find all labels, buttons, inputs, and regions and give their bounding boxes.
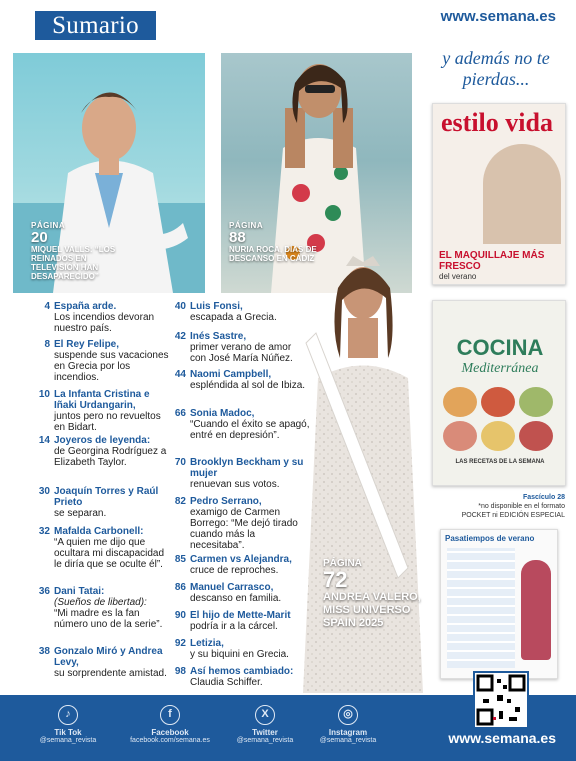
cover-sub: Mediterránea <box>461 361 539 376</box>
cover-pasatiempos[interactable] <box>440 529 558 679</box>
cover-logo: COCINA <box>456 335 544 360</box>
feature-caption: PÁGINA 72 ANDREA VALERO, MISS UNIVERSO SPAIN 2025 <box>323 558 421 629</box>
food-grid <box>443 387 557 451</box>
cover-photo <box>521 560 551 660</box>
cover-photo <box>483 144 561 244</box>
social-twitter[interactable]: X Twitter @semana_revista <box>225 705 305 744</box>
page-title: Sumario <box>35 11 156 40</box>
social-facebook[interactable]: f Facebook facebook.com/semana.es <box>128 705 212 744</box>
tiktok-icon: ♪ <box>58 705 78 725</box>
cover-cocina[interactable] <box>432 300 566 486</box>
social-tiktok[interactable]: ♪ Tik Tok @semana_revista <box>28 705 108 744</box>
cover-headline: EL MAQUILLAJE MÁS FRESCO <box>439 250 545 272</box>
header-url[interactable]: www.semana.es <box>440 8 556 25</box>
cover-footer: LAS RECETAS DE LA SEMANA <box>455 459 545 465</box>
qr-code-icon[interactable] <box>473 671 529 729</box>
cover-sub: del verano <box>439 272 477 281</box>
cover-title: Pasatiempos de verano <box>445 534 535 543</box>
photo-miquel-valls <box>13 53 205 293</box>
cover-logo: estilo vida <box>441 108 553 137</box>
crossword-grid <box>447 548 515 668</box>
photo-caption: PÁGINA 88 NURIA ROCA, DÍAS DE DESCANSO EN CÁDIZ <box>229 221 317 263</box>
sidebar-title: y además no te pierdas... <box>442 48 550 89</box>
social-instagram[interactable]: ◎ Instagram @semana_revista <box>308 705 388 744</box>
photo-caption: PÁGINA 20 MIQUEL VALLS: “LOS REINADOS EN TELEVISIÓN HAN DESAPARECIDO” <box>31 221 116 281</box>
instagram-icon: ◎ <box>338 705 358 725</box>
footer-url[interactable]: www.semana.es <box>448 730 556 746</box>
fasciculo-note: Fascículo 28 *no disponible en el formato POCKET ni EDICIÓN ESPECIAL <box>461 494 565 519</box>
twitter-icon: X <box>255 705 275 725</box>
cover-estilo-vida[interactable] <box>432 103 566 285</box>
facebook-icon: f <box>160 705 180 725</box>
